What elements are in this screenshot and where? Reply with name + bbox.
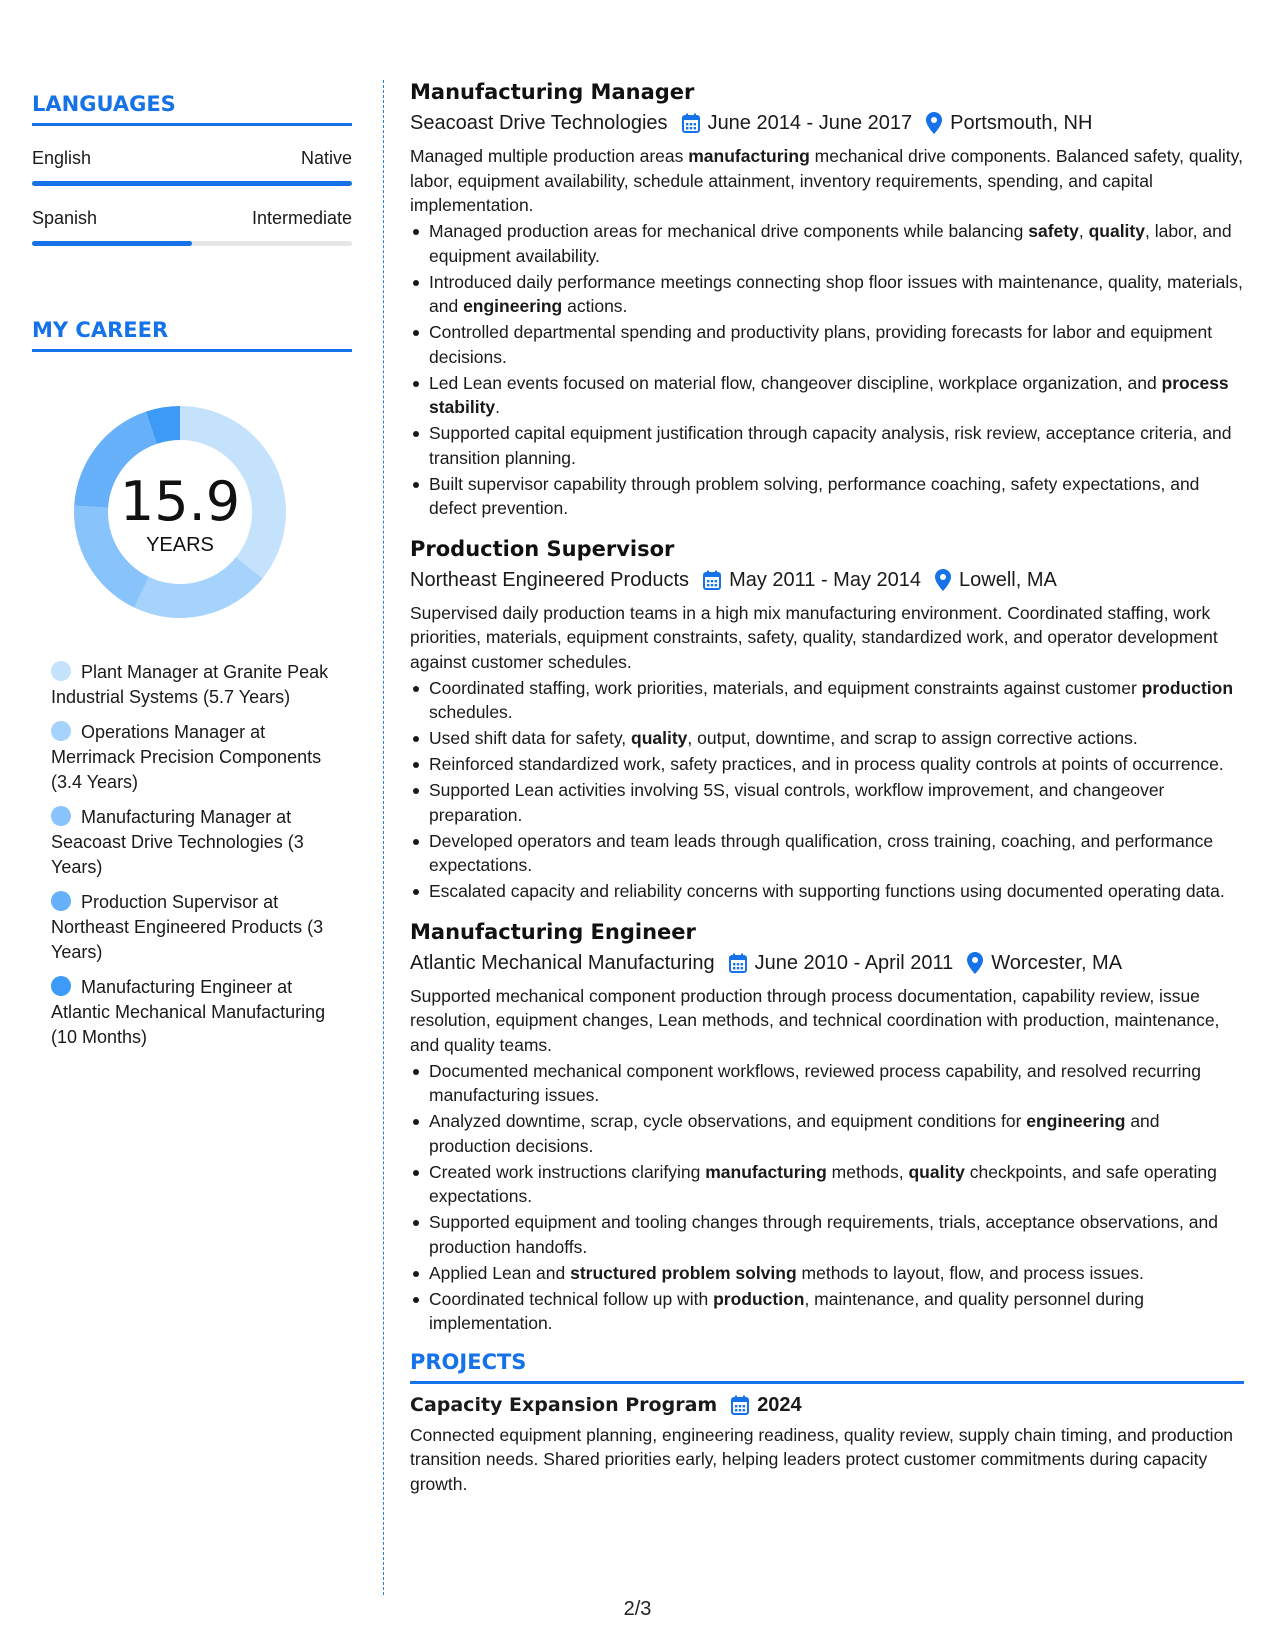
job-bullets (410, 219, 1244, 521)
job-bullet: Developed operators and team leads through qualification, cross training, coaching, and performance expectations. (410, 829, 1244, 878)
job-meta (410, 110, 1244, 136)
projects-heading: PROJECTS (410, 1350, 1244, 1384)
job-bullet: Led Lean events focused on material flow, changeover discipline, workplace organization, and process stability. (410, 371, 1244, 420)
job-bullet: Created work instructions clarifying manufacturing methods, quality checkpoints, and safe operating expectations. (410, 1160, 1244, 1209)
job-bullet: Applied Lean and structured problem solving methods to layout, flow, and process issues. (410, 1261, 1244, 1286)
job-description: Supervised daily production teams in a high mix manufacturing environment. Coordinated staffing, work priorities, materials, equipment constraints, safety, quality, standardized work, and operator development against customer schedules. (410, 602, 1218, 672)
legend-label: Operations Manager at Merrimack Precision Components (3.4 Years) (51, 722, 322, 792)
experience-entry (410, 535, 1244, 904)
left-column (32, 92, 352, 1060)
job-bullet: Supported capital equipment justification through capacity analysis, risk review, acceptance criteria, and transition planning. (410, 421, 1244, 470)
legend-dot (51, 891, 71, 911)
projects-list (410, 1394, 1244, 1497)
job-bullet: Built supervisor capability through problem solving, performance coaching, safety expectations, and defect prevention. (410, 472, 1244, 521)
career-legend (51, 660, 336, 1050)
career-total-years: 15.9 (119, 470, 241, 533)
language-proficiency-fill (32, 241, 192, 246)
career-heading: MY CAREER (32, 318, 352, 352)
job-bullet: Controlled departmental spending and productivity plans, providing forecasts for labor and equipment decisions. (410, 320, 1244, 369)
map-pin-icon (967, 952, 983, 974)
company-name: Atlantic Mechanical Manufacturing (410, 951, 715, 974)
job-bullet: Supported equipment and tooling changes through requirements, trials, acceptance observations, and production handoffs. (410, 1210, 1244, 1259)
job-meta (410, 950, 1244, 976)
career-legend-item (51, 975, 336, 1050)
project-entry (410, 1394, 1244, 1497)
job-title: Manufacturing Engineer (410, 919, 696, 944)
project-description: Connected equipment planning, engineering readiness, quality review, supply chain timing, and production transition needs. Shared priorities early, helping leaders protect customer commitments during capacity growth. (410, 1424, 1234, 1494)
legend-dot (51, 806, 71, 826)
calendar-icon (729, 953, 747, 973)
job-bullet: Analyzed downtime, scrap, cycle observations, and equipment conditions for engineering and production decisions. (410, 1109, 1244, 1158)
right-column (410, 78, 1244, 1496)
language-name: Spanish (32, 208, 98, 228)
column-divider (383, 80, 384, 1595)
experience-list (410, 78, 1244, 1336)
job-bullets (410, 1059, 1244, 1336)
job-title: Manufacturing Manager (410, 80, 695, 104)
career-legend-item (51, 805, 336, 880)
project-year: 2024 (757, 1393, 802, 1416)
job-description: Managed multiple production areas manufacturing mechanical drive components. Balanced safety, quality, labor, equipment availability, schedule attainment, inventory requirements, spending, and capital implementation. (410, 146, 1243, 215)
calendar-icon (703, 570, 721, 590)
job-bullet: Coordinated technical follow up with production, maintenance, and quality personnel during implementation. (410, 1287, 1244, 1336)
legend-dot (51, 661, 71, 681)
job-bullet: Escalated capacity and reliability concerns with supporting functions using documented operating data. (410, 879, 1244, 904)
job-location: Lowell, MA (959, 568, 1057, 591)
language-row (32, 208, 352, 229)
job-bullet: Introduced daily performance meetings connecting shop floor issues with maintenance, quality, materials, and engineering actions. (410, 270, 1244, 319)
language-proficiency-bar (32, 181, 352, 186)
calendar-icon (682, 113, 700, 133)
job-bullet: Coordinated staffing, work priorities, materials, and equipment constraints against customer production schedules. (410, 676, 1244, 725)
company-name: Seacoast Drive Technologies (410, 112, 668, 134)
company-name: Northeast Engineered Products (410, 568, 690, 591)
calendar-icon (731, 1395, 749, 1415)
job-dates: June 2010 - April 2011 (754, 951, 954, 974)
job-description: Supported mechanical component production through process documentation, capability review, issue resolution, equipment changes, Lean methods, and technical coordination with production, maintenance, and quality teams. (410, 985, 1220, 1055)
language-item (32, 148, 352, 186)
legend-dot (51, 976, 71, 996)
project-title: Capacity Expansion Program (410, 1394, 718, 1416)
languages-heading: LANGUAGES (32, 92, 352, 126)
career-legend-item (51, 890, 336, 965)
job-location: Portsmouth, NH (950, 112, 1093, 134)
legend-label: Manufacturing Manager at Seacoast Drive Technologies (3 Years) (51, 807, 304, 877)
languages-section (32, 92, 352, 246)
languages-list (32, 148, 352, 246)
legend-label: Plant Manager at Granite Peak Industrial Systems (5.7 Years) (51, 662, 329, 707)
legend-dot (51, 721, 71, 741)
legend-label: Manufacturing Engineer at Atlantic Mechanical Manufacturing (10 Months) (51, 977, 326, 1047)
map-pin-icon (926, 112, 942, 134)
donut-slice-2 (134, 557, 262, 618)
language-level: Intermediate (251, 208, 352, 228)
job-bullet: Supported Lean activities involving 5S, visual controls, workflow improvement, and changeover preparation. (410, 778, 1244, 827)
job-location: Worcester, MA (991, 951, 1123, 974)
project-header (410, 1394, 1244, 1417)
career-total-unit: YEARS (146, 534, 214, 556)
language-proficiency-fill (32, 181, 352, 186)
job-dates: May 2011 - May 2014 (729, 568, 922, 591)
map-pin-icon (935, 569, 951, 591)
career-legend-item (51, 720, 336, 795)
job-meta (410, 567, 1244, 593)
language-row (32, 148, 352, 169)
job-bullet: Reinforced standardized work, safety practices, and in process quality controls at points of occurrence. (410, 752, 1244, 777)
job-bullet: Used shift data for safety, quality, output, downtime, and scrap to assign corrective actions. (410, 726, 1244, 751)
job-bullet: Documented mechanical component workflows, reviewed process capability, and resolved recurring manufacturing issues. (410, 1059, 1244, 1108)
career-legend-item (51, 660, 336, 710)
experience-entry (410, 918, 1244, 1336)
career-section (32, 318, 352, 1050)
language-name: English (32, 148, 92, 168)
experience-entry (410, 78, 1244, 521)
job-bullet: Managed production areas for mechanical drive components while balancing safety, quality, labor, and equipment availability. (410, 219, 1244, 268)
page-number: 2/3 (623, 1598, 652, 1620)
career-donut-chart (66, 398, 294, 626)
language-item (32, 208, 352, 246)
projects-section (410, 1350, 1244, 1497)
language-level: Native (300, 148, 352, 168)
language-proficiency-bar (32, 241, 352, 246)
job-bullets (410, 676, 1244, 904)
job-dates: June 2014 - June 2017 (707, 112, 913, 134)
job-title: Production Supervisor (410, 536, 675, 561)
legend-label: Production Supervisor at Northeast Engineered Products (3 Years) (51, 892, 324, 962)
